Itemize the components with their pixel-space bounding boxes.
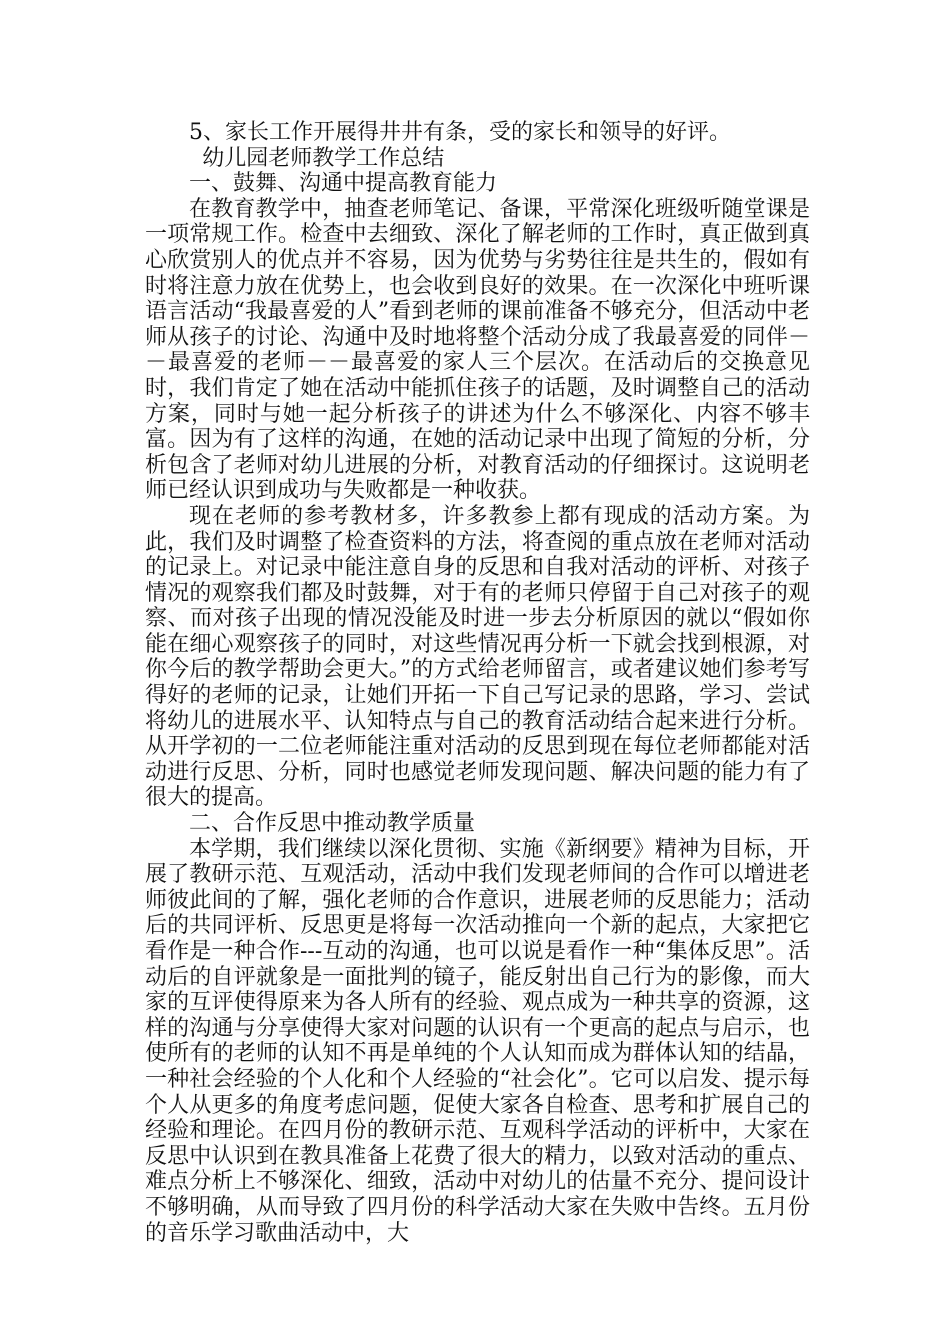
document-page bbox=[145, 120, 810, 1246]
paragraph-1: 在教育教学中，抽查老师笔记、备课，平常深化班级听随堂课是一项常规工作。检查中去细致、深化了解老师的工作时，真正做到真心欣赏别人的优点并不容易，因为优势与劣势往往是共生的，假如有时将注意力放在优势上，也会收到良好的效果。在一次深化中班听课语言活动“我最喜爱的人”看到老师的课前准备不够充分，但活动中老师从孩子的讨论、沟通中及时地将整个活动分成了我最喜爱的同伴－－最喜爱的老师－－最喜爱的家人三个层次。在活动后的交换意见时，我们肯定了她在活动中能抓住孩子的话题，及时调整自己的活动方案，同时与她一起分析孩子的讲述为什么不够深化、内容不够丰富。因为有了这样的沟通，在她的活动记录中出现了简短的分析，分析包含了老师对幼儿进展的分析，对教育活动的仔细探讨。这说明老师已经认识到成功与失败都是一种收获。 bbox=[145, 196, 810, 504]
document-title: 幼儿园老师教学工作总结 bbox=[202, 145, 445, 171]
paragraph-3: 本学期，我们继续以深化贯彻、实施《新纲要》精神为目标，开展了教研示范、互观活动，活动中我们发现老师间的合作可以增进老师彼此间的了解，强化老师的合作意识，进展老师的反思能力；活动后的共同评析、反思更是将每一次活动推向一个新的起点，大家把它看作是一种合作---互动的沟通，也可以说是看作一种“集体反思”。活动后的自评就象是一面批判的镜子，能反射出自己行为的影像，而大家的互评使得原来为各人所有的经验、观点成为一种共享的资源，这样的沟通与分享使得大家对问题的认识有一个更高的起点与启示，也使所有的老师的认知不再是单纯的个人认知而成为群体认知的结晶，一种社会经验的个人化和个人经验的“社会化”。它可以启发、提示每个人从更多的角度考虑问题，促使大家各自检查、思考和扩展自己的经验和理论。在四月份的教研示范、互观科学活动的评析中，大家在反思中认识到在教具准备上花费了很大的精力，以致对活动的重点、难点分析上不够深化、细致，活动中对幼儿的估量不充分、提问设计不够明确，从而导致了四月份的科学活动大家在失败中告终。五月份的音乐学习歌曲活动中，大 bbox=[145, 836, 810, 1246]
paragraph-2: 现在老师的参考教材多，许多教参上都有现成的活动方案。为此，我们及时调整了检查资料的方法，将查阅的重点放在老师对活动的记录上。对记录中能注意自身的反思和自我对活动的评析、对孩子情况的观察我们都及时鼓舞，对于有的老师只停留于自己对孩子的观察、而对孩子出现的情况没能及时进一步去分析原因的就以“假如你能在细心观察孩子的同时，对这些情况再分析一下就会找到根源，对你今后的教学帮助会更大。”的方式给老师留言，或者建议她们参考写得好的老师的记录，让她们开拓一下自己写记录的思路，学习、尝试将幼儿的进展水平、认知特点与自己的教育活动结合起来进行分析。从开学初的一二位老师能注重对活动的反思到现在每位老师都能对活动进行反思、分析，同时也感觉老师发现问题、解决问题的能力有了很大的提高。 bbox=[145, 503, 810, 811]
section-heading-1: 一、鼓舞、沟通中提高教育能力 bbox=[189, 171, 498, 197]
section-heading-2: 二、合作反思中推动教学质量 bbox=[189, 811, 476, 837]
intro-line: 5、家长工作开展得井井有条，受的家长和领导的好评。 bbox=[189, 120, 731, 145]
